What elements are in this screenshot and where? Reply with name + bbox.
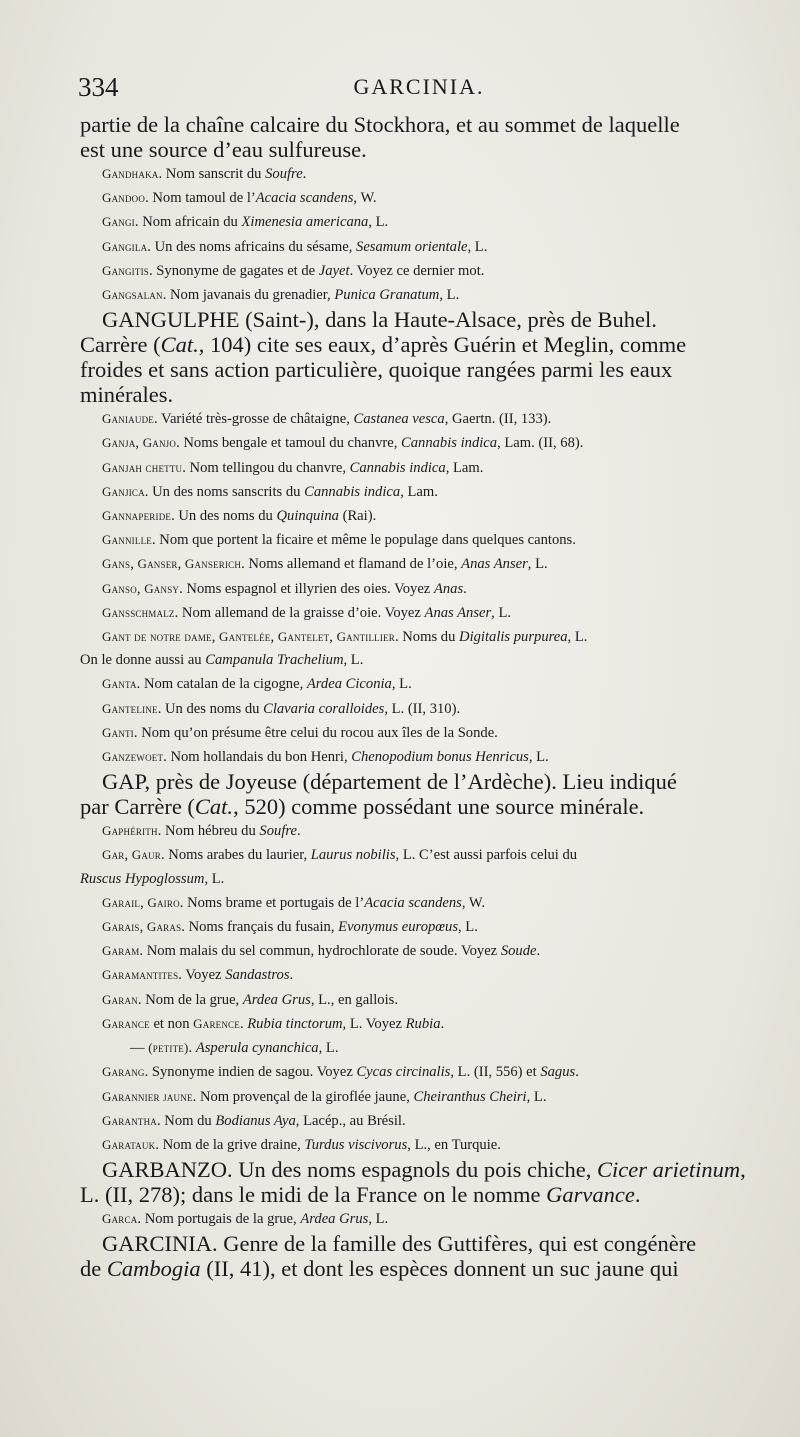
headword: Garatauk (102, 1136, 156, 1152)
entry-line (80, 480, 792, 504)
headword: Garamantites (102, 967, 179, 983)
text-run: . Variété très-grosse de châtaigne, (153, 411, 354, 428)
text-run: . Nom tamoul de l’ (145, 190, 256, 207)
headword: Gantillier (336, 629, 395, 645)
italic-term: Ximenesia americana (241, 214, 369, 231)
text-run: , 104) cite ses eaux, d’après Guérin et Meglin, comme (198, 332, 687, 358)
text-run: GARBANZO. Un des noms espagnols du pois chiche, (102, 1157, 597, 1183)
text-run: . Nom qu’on présume être celui du rocou aux îles de la Sonde. (133, 724, 498, 741)
text-run: , (139, 919, 147, 936)
text-run: , (130, 556, 138, 573)
italic-term: Turdus viscivorus (304, 1136, 408, 1153)
text-run: , Lam. (445, 459, 484, 476)
text-run: . Nom de la grue, (137, 991, 243, 1008)
text-run: . Nom provençal de la giroflée jaune, (192, 1088, 414, 1105)
entry-line (80, 601, 792, 625)
text-run: . Un des noms du (171, 508, 277, 525)
text-run: . (536, 943, 541, 960)
text-run: , L. (527, 556, 548, 573)
italic-term: Ruscus Hypoglossum (80, 870, 205, 887)
headword: Gairo (147, 894, 180, 910)
text-run: . Synonyme de gagates et de (148, 262, 319, 279)
headword: Gangila (102, 238, 148, 254)
italic-term: Jayet (318, 262, 350, 279)
text-run: , Lacép., au Brésil. (295, 1112, 406, 1129)
text-run: , Lam. (400, 483, 438, 500)
entry-line (80, 1109, 792, 1133)
italic-term: Chenopodium bonus Henricus (351, 749, 529, 766)
text-run: , W. (461, 894, 485, 911)
entry-line (80, 1133, 792, 1157)
text-run: , L. (567, 629, 588, 646)
italic-term: Soufre (265, 166, 303, 182)
headword: Gangitis (102, 262, 149, 278)
text-run: . Noms du (394, 629, 460, 646)
entry-line (80, 283, 792, 307)
italic-term: Cycas circinalis (356, 1064, 451, 1081)
text-run: . Nom malais du sel commun, hydrochlorate de soude. Voyez (139, 943, 501, 960)
text-run: . Nom catalan de la cigogne, (136, 676, 307, 693)
text-run: , L. Voyez (342, 1015, 406, 1032)
entry-line (80, 1036, 792, 1060)
text-run: . Noms espagnol et illyrien des oies. Voyez (179, 580, 434, 597)
text-run: , W. (353, 190, 377, 207)
entry-line (80, 1085, 792, 1109)
text-run: , L. (II, 556) et (450, 1064, 541, 1081)
text-run: . (575, 1064, 579, 1081)
text-run: . Noms bengale et tamoul du chanvre, (176, 435, 401, 452)
text-run: . (302, 166, 307, 182)
headword: Gaur (131, 847, 161, 863)
body-text-line (80, 307, 792, 332)
text-run: , L. (526, 1088, 547, 1105)
entry-line (80, 504, 792, 528)
italic-term: Rubia tinctorum (247, 1015, 343, 1032)
italic-term: Rubia (405, 1015, 441, 1032)
headword: Gantelet (277, 629, 330, 645)
headword: Ganti (102, 724, 134, 740)
headword: Ganteline (102, 700, 158, 716)
text-run: , L. C’est aussi parfois celui du (395, 847, 578, 864)
text-run: Carrère ( (80, 332, 161, 358)
italic-term: Cambogia (106, 1256, 201, 1282)
entry-line (80, 721, 792, 745)
text-run: , L., en Turquie. (407, 1136, 501, 1153)
text-run: , L., en gallois. (310, 991, 398, 1008)
entry-line (80, 186, 792, 210)
text-run: . (634, 1182, 641, 1208)
italic-term: Cicer arietinum (596, 1157, 741, 1183)
body-text-line (80, 112, 792, 137)
entry-line (80, 1060, 792, 1084)
headword: Gannille (102, 532, 152, 548)
page-header (78, 72, 760, 112)
text-run: . Nom allemand de la graisse d’oie. Voyez (174, 604, 425, 621)
text-run: . (463, 580, 467, 597)
text-run: . Noms arabes du laurier, (161, 847, 311, 864)
text-run: On le donne aussi au (80, 652, 206, 669)
headword: Garca (102, 1211, 138, 1227)
headword: Garence (193, 1015, 240, 1031)
headword: Gar (102, 847, 125, 863)
entry-line (80, 843, 792, 867)
text-run: , L. (343, 652, 364, 669)
text-run: . Voyez ce dernier mot. (349, 262, 485, 279)
text-run: . Synonyme indien de sagou. Voyez (144, 1064, 357, 1081)
italic-term: Quinquina (276, 508, 339, 525)
text-run: , L. (467, 238, 488, 255)
text-run: est une source d’eau sulfureuse. (80, 137, 367, 162)
headword: Garan (102, 991, 138, 1007)
text-run: . Nom javanais du grenadier, (162, 287, 335, 304)
text-run: . (440, 1015, 445, 1032)
headword: Ganiaude (102, 411, 154, 427)
text-run: , (270, 629, 278, 646)
entry-line (80, 1207, 792, 1231)
text-run: GANGULPHE (Saint-), dans la Haute-Alsace, près de Buhel. (102, 307, 657, 333)
entry-line (80, 988, 792, 1012)
text-run: , L. (368, 214, 389, 231)
headword: Ganjica (102, 483, 145, 499)
body-text-line (80, 1157, 792, 1182)
text-run: , 520) comme possédant une source minérale. (233, 794, 645, 820)
italic-term: Punica Granatum (334, 287, 440, 304)
text-run: , L. (318, 1040, 339, 1057)
body-text-line (80, 794, 792, 819)
text-run: , (140, 894, 148, 911)
text-run: . Voyez (178, 967, 226, 984)
text-run: — (130, 1040, 149, 1057)
body-text-line (80, 332, 792, 357)
text-run: . Nom hébreu du (157, 823, 260, 840)
italic-term: Ardea Ciconia (306, 676, 392, 693)
italic-term: Cheiranthus Cheiri (413, 1088, 527, 1105)
entry-line (80, 915, 792, 939)
text-run: . Noms brame et portugais de l’ (179, 894, 365, 911)
text-run: (II, 41), et dont les espèces donnent un suc jaune qui (200, 1256, 679, 1282)
text-run: L. (II, 278); dans le midi de la France on le nomme (80, 1182, 547, 1208)
italic-term: Asperula cynanchica (195, 1040, 319, 1057)
italic-term: Cannabis indica (304, 483, 401, 500)
text-run: , (124, 847, 132, 864)
headword: Garam (102, 943, 140, 959)
headword: Ganjah chettu (102, 459, 183, 475)
headword: (petite) (148, 1040, 189, 1056)
page-number: 334 (78, 72, 119, 102)
text-run: , L. (458, 919, 478, 936)
text-run: , (135, 435, 143, 452)
italic-term: Evonymus europœus (338, 919, 458, 936)
running-title: GARCINIA. (353, 74, 485, 99)
text-run: , L. (439, 287, 460, 304)
entry-line (80, 939, 792, 963)
italic-term: Soufre (259, 823, 297, 840)
headword: Gantelée (219, 629, 271, 645)
entry-line (80, 456, 792, 480)
body-text-line (80, 1256, 792, 1281)
entry-line (80, 235, 792, 259)
italic-term: Cat. (160, 332, 199, 358)
headword: Gans (102, 556, 131, 572)
headword: Gangsalan (102, 287, 163, 303)
entry-line (80, 431, 792, 455)
dictionary-text (80, 112, 792, 1281)
entry-line (80, 407, 792, 431)
text-run: . Noms allemand et flamand de l’oie, (241, 556, 462, 573)
headword: Garail (102, 894, 141, 910)
text-run: . (188, 1040, 196, 1057)
text-run: . Nom hollandais du bon Henri, (163, 749, 352, 766)
headword: Ganserich (184, 556, 242, 572)
text-run: . Nom que portent la ficaire et même le populage dans quelques cantons. (151, 532, 576, 549)
italic-term: Anas Anser (461, 556, 528, 573)
entry-line (80, 625, 792, 649)
italic-term: Cannabis indica (401, 435, 498, 452)
italic-term: Cat. (194, 794, 234, 820)
headword: Gandoo (102, 190, 146, 206)
text-run: , Lam. (II, 68). (497, 435, 584, 452)
text-run: . Nom tellingou du chanvre, (182, 459, 350, 476)
entry-line (80, 649, 792, 672)
headword: Ganjo (142, 435, 177, 451)
italic-term: Bodianus Aya (215, 1112, 296, 1129)
text-run: . Nom de la grive draine, (155, 1136, 305, 1153)
entry-line (80, 963, 792, 987)
entry-line (80, 210, 792, 234)
text-run: . Un des noms sanscrits du (144, 483, 305, 500)
text-run: , L. (528, 749, 549, 766)
headword: Gandhaka (102, 166, 159, 181)
headword: Garang (102, 1064, 145, 1080)
text-run: , L. (391, 676, 412, 693)
italic-term: Soude (500, 943, 537, 960)
headword: Ganser (137, 556, 178, 572)
text-run: , (211, 629, 220, 646)
text-run: . Nom africain du (134, 214, 242, 231)
body-text-line (80, 1231, 792, 1256)
entry-line (80, 577, 792, 601)
italic-term: Acacia scandens (364, 894, 462, 911)
text-run: . Nom portugais de la grue, (137, 1211, 301, 1228)
entry-line (80, 528, 792, 552)
headword: Garantha (102, 1112, 157, 1128)
text-run: , (136, 580, 145, 597)
italic-term: Clavaria coralloides (263, 700, 385, 717)
headword: Gansy (144, 580, 180, 596)
italic-term: Sagus (540, 1064, 576, 1081)
italic-term: Anas (433, 580, 464, 597)
text-run: et non (149, 1015, 194, 1032)
italic-term: Anas Anser (424, 604, 492, 621)
italic-term: Digitalis purpurea (459, 629, 568, 646)
text-run: , L. (368, 1211, 389, 1228)
text-run: . Noms français du fusain, (181, 919, 339, 936)
headword: Gannaperide (102, 508, 172, 524)
headword: Garance (102, 1015, 150, 1031)
body-text-line (80, 382, 792, 407)
text-run: , L. (204, 870, 225, 887)
italic-term: Campanula Trachelium (205, 652, 344, 669)
text-run: . (289, 967, 294, 984)
italic-term: Sandastros (225, 967, 290, 984)
text-run: , (740, 1157, 746, 1183)
text-run: GAP, près de Joyeuse (département de l’Ardèche). Lieu indiqué (102, 769, 677, 795)
headword: Ganso (102, 580, 137, 596)
headword: Garas (146, 919, 182, 935)
italic-term: Garvance (546, 1182, 635, 1208)
italic-term: Ardea Grus (300, 1211, 369, 1228)
text-run: , Gaertn. (II, 133). (444, 411, 552, 428)
entry-line (80, 819, 792, 843)
text-run: , L. (491, 604, 512, 621)
headword: Garais (102, 919, 140, 935)
text-run: . Un des noms du (157, 700, 264, 717)
italic-term: Ardea Grus (242, 991, 311, 1008)
entry-line (80, 891, 792, 915)
italic-term: Acacia scandens (255, 190, 354, 207)
text-run: minérales. (80, 382, 174, 408)
text-run: . Un des noms africains du sésame, (147, 238, 357, 255)
italic-term: Cannabis indica (349, 459, 446, 476)
text-run: . Nom du (157, 1112, 216, 1129)
body-text-line (80, 357, 792, 382)
italic-term: Castanea vesca (353, 411, 445, 428)
text-run: GARCINIA. Genre de la famille des Guttifères, qui est congénère (102, 1231, 697, 1257)
text-run: (Rai). (338, 508, 377, 525)
body-text-line (80, 137, 792, 162)
text-run: de (80, 1256, 107, 1282)
entry-line (80, 868, 792, 891)
text-run: . (296, 823, 301, 840)
entry-line (80, 672, 792, 696)
entry-line (80, 745, 792, 769)
body-text-line (80, 769, 792, 794)
headword: Gansschmalz (102, 604, 175, 620)
body-text-line (80, 1182, 792, 1207)
text-run: . (239, 1015, 248, 1032)
entry-line (80, 162, 792, 186)
italic-term: Sesamum orientale (356, 238, 468, 255)
text-run: , (177, 556, 185, 573)
headword: Ganzewoet (102, 749, 164, 765)
text-run: , L. (II, 310). (384, 700, 461, 717)
text-run: par Carrère ( (80, 794, 195, 820)
headword: Gangi (102, 214, 135, 230)
entry-line (80, 552, 792, 576)
headword: Ganja (102, 435, 136, 451)
text-run: partie de la chaîne calcaire du Stockhora, et au sommet de laquelle (80, 112, 680, 137)
entry-line (80, 1012, 792, 1036)
italic-term: Laurus nobilis (310, 847, 396, 864)
text-run: , (329, 629, 337, 646)
entry-line (80, 697, 792, 721)
headword: Ganta (102, 676, 137, 692)
text-run: froides et sans action particulière, quoique rangées parmi les eaux (80, 357, 673, 383)
headword: Gaphérith (102, 823, 158, 839)
text-run: . Nom sanscrit du (158, 166, 266, 182)
entry-line (80, 259, 792, 283)
headword: Garannier jaune (102, 1088, 193, 1104)
headword: Gant de notre dame (102, 629, 212, 645)
